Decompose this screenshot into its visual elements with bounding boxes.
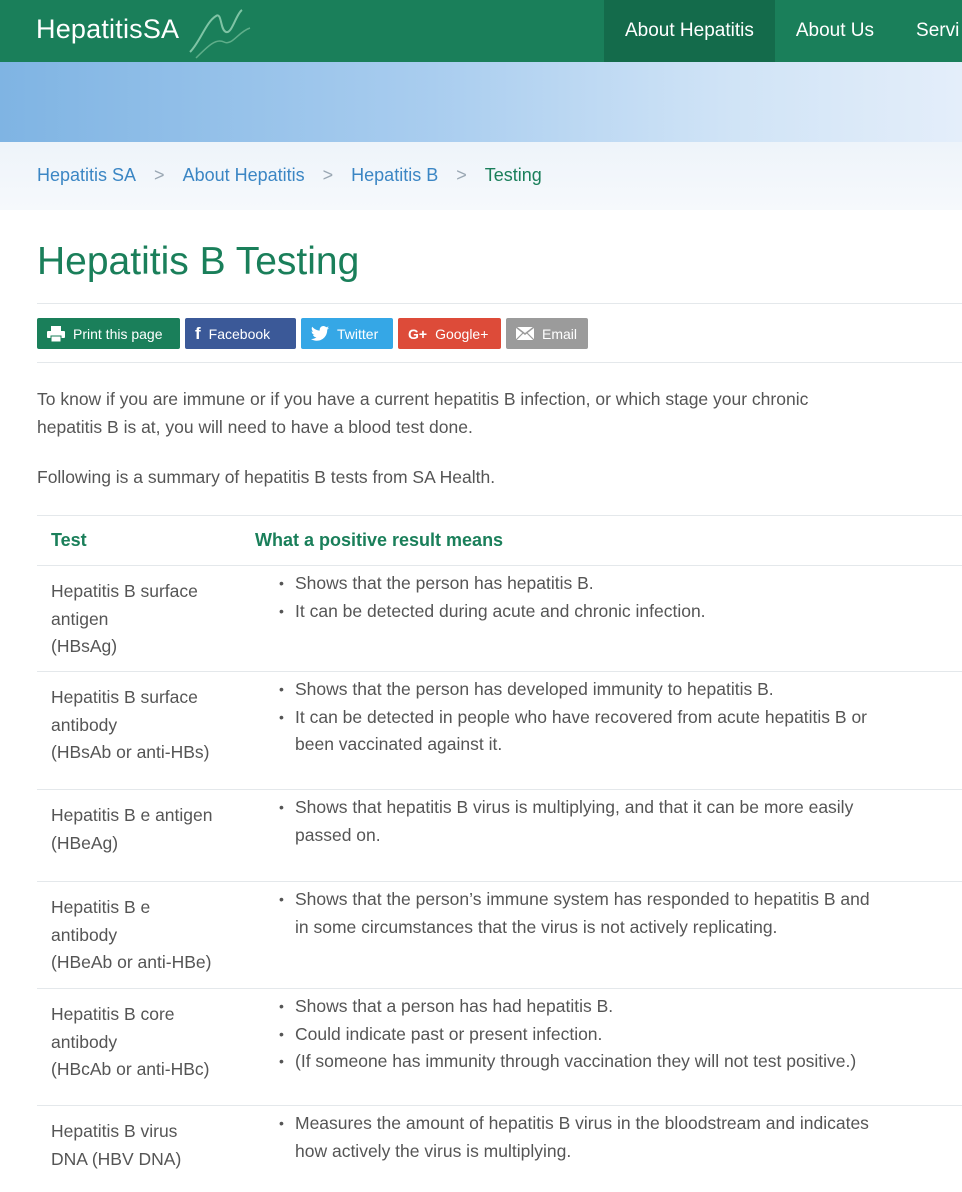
- test-name-line: Hepatitis B e: [51, 897, 151, 917]
- meaning-cell: [255, 790, 962, 881]
- summary-paragraph: Following is a summary of hepatitis B tests from SA Health.: [37, 467, 496, 487]
- main-nav: [604, 0, 962, 62]
- facebook-label: Facebook: [208, 325, 271, 342]
- table-row: [37, 988, 962, 1105]
- email-share-button[interactable]: [506, 318, 588, 349]
- meaning-cell: [255, 1106, 962, 1185]
- site-header: [0, 0, 962, 62]
- intro-line: To know if you are immune or if you have a current hepatitis B infection, or which stage your chronic: [37, 389, 809, 409]
- test-name-cell: [37, 672, 255, 789]
- column-header-test: Test: [51, 530, 87, 550]
- google-plus-share-button[interactable]: [398, 318, 501, 349]
- table-row: [37, 671, 962, 789]
- breadcrumb: [37, 165, 542, 186]
- meaning-item: • It can be detected during acute and chronic infection.: [279, 598, 962, 626]
- table-header-row: [37, 515, 962, 565]
- nav-about-hepatitis[interactable]: About Hepatitis: [604, 0, 775, 62]
- google-plus-icon: G+: [408, 325, 428, 342]
- email-label: Email: [542, 325, 578, 342]
- twitter-share-button[interactable]: [301, 318, 393, 349]
- table-row: [37, 1105, 962, 1185]
- envelope-icon: [516, 327, 534, 340]
- divider: [37, 362, 962, 363]
- tests-table: [37, 515, 962, 1185]
- breadcrumb-current: Testing: [484, 165, 542, 185]
- breadcrumb-link-hepatitis-b[interactable]: Hepatitis B: [351, 165, 439, 185]
- meaning-item: • (If someone has immunity through vaccination they will not test positive.): [279, 1048, 962, 1076]
- test-name-line: antibody: [51, 714, 118, 735]
- facebook-share-button[interactable]: [185, 318, 296, 349]
- meaning-item: • It can be detected in people who have recovered from acute hepatitis B or been vaccinated against it.: [279, 704, 962, 759]
- share-toolbar: [37, 318, 588, 349]
- breadcrumb-link-home[interactable]: Hepatitis SA: [37, 165, 137, 185]
- meaning-item: • Could indicate past or present infection.: [279, 1021, 962, 1049]
- test-name-cell: [37, 566, 255, 671]
- table-row: [37, 881, 962, 988]
- print-label: Print this page: [73, 325, 163, 342]
- meaning-cell: [255, 882, 962, 988]
- test-name-line: antigen: [51, 608, 109, 629]
- breadcrumb-link-about-hepatitis[interactable]: About Hepatitis: [182, 165, 305, 185]
- test-name-line: Hepatitis B core: [51, 1004, 175, 1024]
- test-name-line: DNA (HBV DNA): [51, 1148, 182, 1169]
- meaning-item: • Shows that the person has hepatitis B.: [279, 570, 962, 598]
- nav-about-us[interactable]: About Us: [795, 20, 875, 41]
- test-name-cell: [37, 790, 255, 881]
- meaning-cell: [255, 566, 962, 671]
- column-header-meaning: What a positive result means: [255, 530, 504, 550]
- table-row: [37, 565, 962, 671]
- google-plus-label: Google+: [435, 325, 489, 342]
- meaning-cell: [255, 989, 962, 1105]
- test-name-line: Hepatitis B virus: [51, 1121, 178, 1141]
- printer-icon: [47, 326, 65, 342]
- meaning-item: • Shows that a person has had hepatitis B.: [279, 993, 962, 1021]
- meaning-item: • Shows that the person has developed immunity to hepatitis B.: [279, 676, 962, 704]
- test-name-cell: [37, 882, 255, 988]
- twitter-label: Twitter: [337, 325, 379, 342]
- page-title: Hepatitis B Testing: [37, 240, 360, 283]
- test-name-line: (HBcAb or anti-HBc): [51, 1059, 210, 1079]
- chevron-right-icon: >: [154, 165, 165, 185]
- hero-banner: [0, 62, 962, 142]
- meaning-item: • Shows that hepatitis B virus is multiplying, and that it can be more easily passed on.: [279, 794, 962, 849]
- test-name-line: (HBeAg): [51, 832, 119, 853]
- meaning-item: • Measures the amount of hepatitis B virus in the bloodstream and indicates how actively the virus is multiplying.: [279, 1110, 962, 1165]
- intro-paragraph: [37, 385, 937, 441]
- intro-line: hepatitis B is at, you will need to have a blood test done.: [37, 417, 473, 437]
- logo-swoosh-icon: [186, 2, 266, 62]
- test-name-line: Hepatitis B e antigen: [51, 805, 213, 825]
- print-button[interactable]: [37, 318, 180, 349]
- test-name-line: antibody: [51, 924, 118, 945]
- twitter-icon: [311, 326, 329, 341]
- test-name-line: (HBsAg): [51, 636, 118, 656]
- meaning-item: • Shows that the person’s immune system has responded to hepatitis B and in some circumstances that the virus is not actively replicating.: [279, 886, 962, 941]
- test-name-cell: [37, 1106, 255, 1185]
- chevron-right-icon: >: [456, 165, 467, 185]
- test-name-cell: [37, 989, 255, 1105]
- meaning-cell: [255, 672, 962, 789]
- test-name-line: antibody: [51, 1031, 118, 1052]
- site-logo[interactable]: HepatitisSA: [36, 14, 180, 44]
- test-name-line: Hepatitis B surface: [51, 581, 198, 601]
- nav-services[interactable]: Servi: [916, 20, 960, 41]
- test-name-line: (HBsAb or anti-HBs): [51, 742, 210, 762]
- test-name-line: Hepatitis B surface: [51, 687, 198, 707]
- divider: [37, 303, 962, 304]
- test-name-line: (HBeAb or anti-HBe): [51, 952, 212, 972]
- chevron-right-icon: >: [322, 165, 334, 185]
- table-row: [37, 789, 962, 881]
- facebook-icon: f: [195, 323, 201, 343]
